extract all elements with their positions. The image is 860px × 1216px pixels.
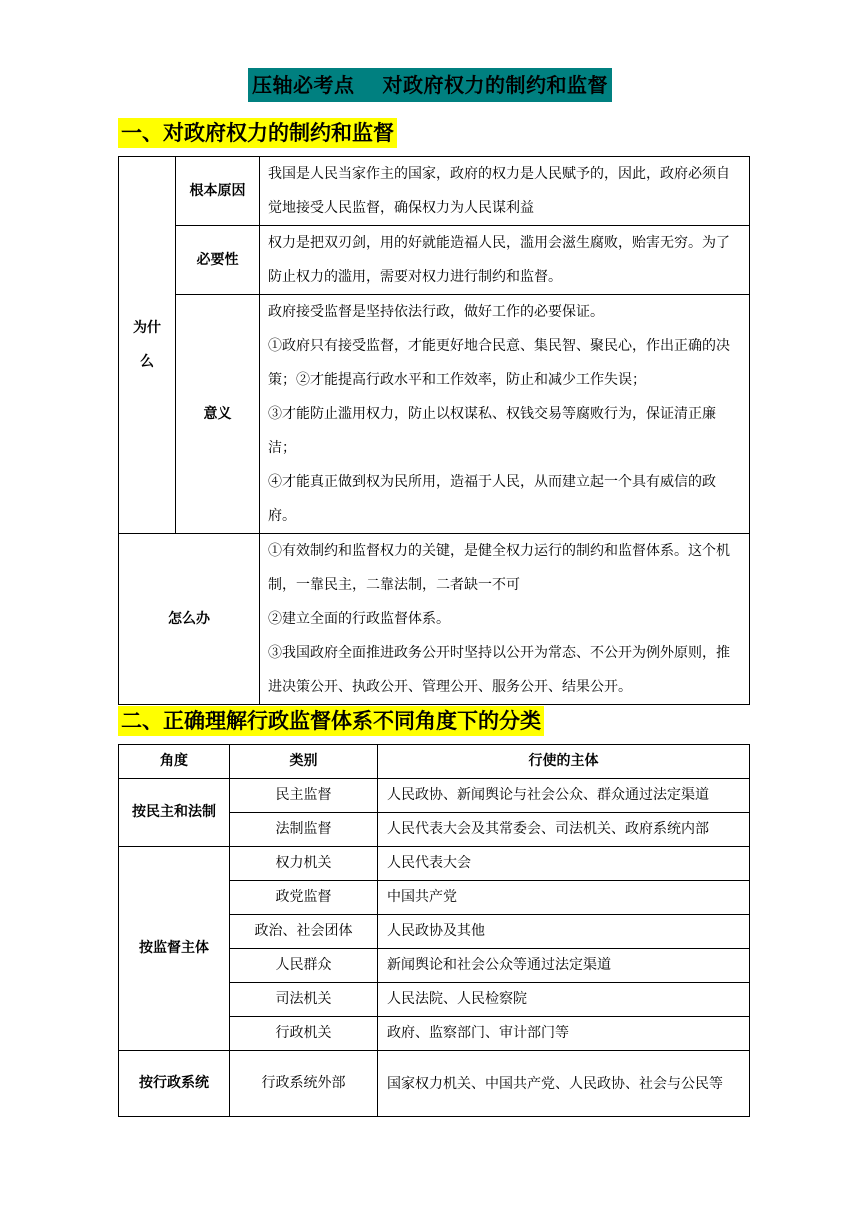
table-row-root-cause <box>119 157 750 226</box>
significance-paragraph: ①政府只有接受监督，才能更好地合民意、集民智、聚民心，作出正确的决策；②才能提高行政水平和工作效率，防止和减少工作失误； <box>268 338 730 388</box>
necessity-text: 权力是把双刃剑，用的好就能造福人民，滥用会滋生腐败，贻害无穷。为了防止权力的滥用，需要对权力进行制约和监督。 <box>260 226 750 295</box>
section-1-heading: 一、对政府权力的制约和监督 <box>118 118 397 148</box>
category-cell: 政党监督 <box>230 881 378 915</box>
section-2-heading: 二、正确理解行政监督体系不同角度下的分类 <box>118 706 544 736</box>
group-supervisor: 按监督主体 <box>119 847 230 1051</box>
table-row-significance <box>119 295 750 534</box>
subject-cell: 人民代表大会及其常委会、司法机关、政府系统内部 <box>378 813 750 847</box>
subject-cell: 人民代表大会 <box>378 847 750 881</box>
group-democracy-law: 按民主和法制 <box>119 779 230 847</box>
category-cell: 行政机关 <box>230 1017 378 1051</box>
significance-label: 意义 <box>176 295 260 534</box>
title-wrap <box>0 68 860 102</box>
how-text <box>260 534 750 705</box>
table-header-row <box>119 745 750 779</box>
category-cell: 行政系统外部 <box>230 1051 378 1117</box>
table-row <box>119 1051 750 1117</box>
header-angle: 角度 <box>119 745 230 779</box>
table-row <box>119 847 750 881</box>
significance-paragraph: ③才能防止滥用权力，防止以权谋私、权钱交易等腐败行为，保证清正廉洁； <box>268 406 716 456</box>
necessity-label: 必要性 <box>176 226 260 295</box>
page-title: 压轴必考点 对政府权力的制约和监督 <box>248 68 612 102</box>
category-cell: 人民群众 <box>230 949 378 983</box>
supervision-table <box>118 156 750 705</box>
how-paragraph: ③我国政府全面推进政务公开时坚持以公开为常态、不公开为例外原则，推进决策公开、执政公开、管理公开、服务公开、结果公开。 <box>268 645 730 695</box>
subject-cell: 中国共产党 <box>378 881 750 915</box>
subject-cell: 人民政协、新闻舆论与社会公众、群众通过法定渠道 <box>378 779 750 813</box>
subject-cell: 政府、监察部门、审计部门等 <box>378 1017 750 1051</box>
how-paragraph: ①有效制约和监督权力的关键，是健全权力运行的制约和监督体系。这个机制，一靠民主，二靠法制，二者缺一不可 <box>268 543 730 593</box>
how-paragraph: ②建立全面的行政监督体系。 <box>268 611 450 627</box>
category-cell: 法制监督 <box>230 813 378 847</box>
classification-table <box>118 744 750 1117</box>
significance-paragraph: 政府接受监督是坚持依法行政，做好工作的必要保证。 <box>268 304 604 320</box>
subject-cell: 新闻舆论和社会公众等通过法定渠道 <box>378 949 750 983</box>
why-label-line2: 么 <box>140 354 154 370</box>
significance-text <box>260 295 750 534</box>
how-label: 怎么办 <box>119 534 260 705</box>
root-cause-label: 根本原因 <box>176 157 260 226</box>
significance-paragraph: ④才能真正做到权为民所用，造福于人民，从而建立起一个具有威信的政府。 <box>268 474 716 524</box>
subject-cell: 国家权力机关、中国共产党、人民政协、社会与公民等 <box>378 1051 750 1117</box>
why-label-line1: 为什 <box>133 320 161 336</box>
header-subject: 行使的主体 <box>378 745 750 779</box>
subject-cell: 人民法院、人民检察院 <box>378 983 750 1017</box>
root-cause-text: 我国是人民当家作主的国家，政府的权力是人民赋予的，因此，政府必须自觉地接受人民监督，确保权力为人民谋利益 <box>260 157 750 226</box>
category-cell: 权力机关 <box>230 847 378 881</box>
why-cell <box>119 157 176 534</box>
table-row-how <box>119 534 750 705</box>
header-category: 类别 <box>230 745 378 779</box>
table-row <box>119 779 750 813</box>
category-cell: 民主监督 <box>230 779 378 813</box>
table-row-necessity <box>119 226 750 295</box>
group-admin-system: 按行政系统 <box>119 1051 230 1117</box>
category-cell: 司法机关 <box>230 983 378 1017</box>
category-cell: 政治、社会团体 <box>230 915 378 949</box>
subject-cell: 人民政协及其他 <box>378 915 750 949</box>
